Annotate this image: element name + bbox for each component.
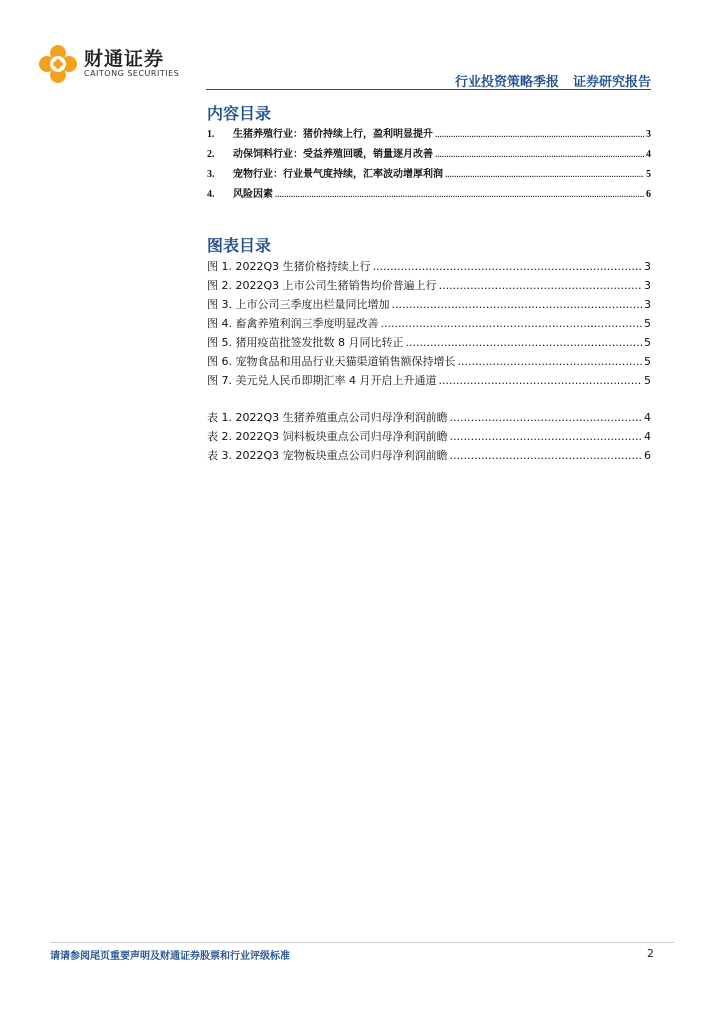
leader-dots xyxy=(275,192,644,199)
toc-item-title: 生猪养殖行业：猪价持续上行，盈利明显提升 xyxy=(233,129,433,140)
figure-item-page: 5 xyxy=(644,374,651,387)
leader-dots xyxy=(438,374,642,387)
toc-item-page: 4 xyxy=(646,149,651,160)
toc-item[interactable] xyxy=(207,165,651,185)
toc-item[interactable] xyxy=(207,145,651,165)
leader-dots xyxy=(405,336,642,349)
table-item[interactable] xyxy=(207,428,651,447)
toc-item-page: 3 xyxy=(646,129,651,140)
figures-list xyxy=(207,258,651,391)
figure-item[interactable] xyxy=(207,315,651,334)
toc-item-title: 宠物行业：行业景气度持续，汇率波动增厚利润 xyxy=(233,169,443,180)
header-divider xyxy=(206,89,651,90)
table-item-title: 表 3. 2022Q3 宠物板块重点公司归母净利润前瞻 xyxy=(207,449,448,462)
leader-dots xyxy=(439,279,642,292)
report-kind: 证券研究报告 xyxy=(572,75,651,90)
figure-item[interactable] xyxy=(207,258,651,277)
figure-item[interactable] xyxy=(207,296,651,315)
toc-item-number: 1. xyxy=(207,129,215,140)
toc-item-number: 4. xyxy=(207,189,215,200)
figure-item-title: 图 2. 2022Q3 上市公司生猪销售均价普遍上行 xyxy=(207,279,437,292)
table-item-title: 表 1. 2022Q3 生猪养殖重点公司归母净利润前瞻 xyxy=(207,411,448,424)
leader-dots xyxy=(392,298,643,311)
toc-item[interactable] xyxy=(207,125,651,145)
leader-dots xyxy=(435,152,644,159)
figure-item[interactable] xyxy=(207,277,651,296)
figure-item-title: 图 5. 猪用疫苗批签发批数 8 月同比转正 xyxy=(207,336,404,349)
figure-item-title: 图 3. 上市公司三季度出栏量同比增加 xyxy=(207,298,390,311)
leader-dots xyxy=(450,430,642,443)
figure-item[interactable] xyxy=(207,334,651,353)
figure-item[interactable] xyxy=(207,353,651,372)
caitong-logo-icon xyxy=(38,44,78,84)
figure-item[interactable] xyxy=(207,372,651,391)
brand-name-en: CAITONG SECURITIES xyxy=(84,69,180,78)
toc-item-number: 2. xyxy=(207,149,215,160)
table-item-page: 4 xyxy=(644,411,651,424)
leader-dots xyxy=(445,172,644,179)
contents-list xyxy=(207,125,651,205)
leader-dots xyxy=(435,132,644,139)
toc-item-title: 风险因素 xyxy=(233,189,273,200)
report-type: 行业投资策略季报 xyxy=(454,75,559,90)
figures-title: 图表目录 xyxy=(207,236,272,255)
leader-dots xyxy=(381,317,643,330)
figure-item-page: 5 xyxy=(644,336,651,349)
leader-dots xyxy=(458,355,643,368)
tables-list xyxy=(207,409,651,466)
figure-item-page: 5 xyxy=(644,355,651,368)
toc-item-page: 6 xyxy=(646,189,651,200)
table-item-page: 4 xyxy=(644,430,651,443)
brand-name-cn: 财通证券 xyxy=(84,48,165,70)
table-item[interactable] xyxy=(207,447,651,466)
figure-item-page: 3 xyxy=(644,279,651,292)
figure-item-page: 5 xyxy=(644,317,651,330)
figure-item-title: 图 7. 美元兑人民币即期汇率 4 月开启上升通道 xyxy=(207,374,437,387)
contents-title: 内容目录 xyxy=(207,104,272,123)
leader-dots xyxy=(373,260,642,273)
figure-item-title: 图 4. 畜禽养殖利润三季度明显改善 xyxy=(207,317,379,330)
toc-item[interactable] xyxy=(207,185,651,205)
footer-disclaimer: 请请参阅尾页重要声明及财通证券股票和行业评级标准 xyxy=(50,951,290,962)
page-number: 2 xyxy=(647,947,654,960)
table-item[interactable] xyxy=(207,409,651,428)
table-item-page: 6 xyxy=(644,449,651,462)
report-header xyxy=(455,71,651,90)
figure-item-title: 图 6. 宠物食品和用品行业天猫渠道销售额保持增长 xyxy=(207,355,456,368)
figure-item-page: 3 xyxy=(644,298,651,311)
figure-item-title: 图 1. 2022Q3 生猪价格持续上行 xyxy=(207,260,371,273)
footer-divider xyxy=(50,942,674,943)
toc-item-title: 动保饲料行业：受益养殖回暖，销量逐月改善 xyxy=(233,149,433,160)
leader-dots xyxy=(450,449,642,462)
leader-dots xyxy=(450,411,642,424)
table-item-title: 表 2. 2022Q3 饲料板块重点公司归母净利润前瞻 xyxy=(207,430,448,443)
toc-item-page: 5 xyxy=(646,169,651,180)
figure-item-page: 3 xyxy=(644,260,651,273)
toc-item-number: 3. xyxy=(207,169,215,180)
